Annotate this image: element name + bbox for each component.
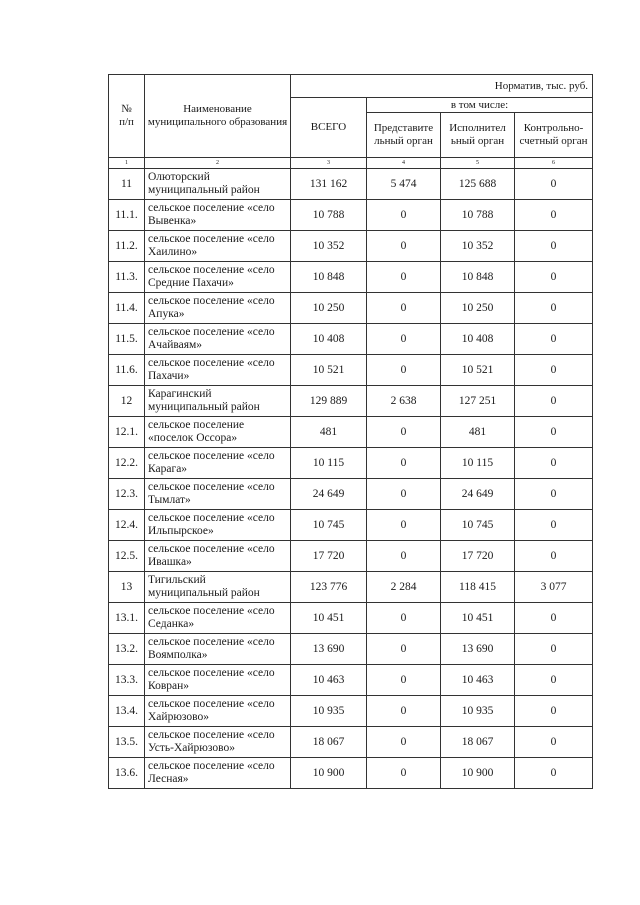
table-row <box>109 417 593 448</box>
column-numbers <box>109 158 593 169</box>
row-name: сельское поселение «село Вывенка» <box>145 200 291 231</box>
row-exec: 10 352 <box>441 231 515 262</box>
row-exec: 10 463 <box>441 665 515 696</box>
row-rep: 0 <box>367 727 441 758</box>
row-name: сельское поселение «село Хаилино» <box>145 231 291 262</box>
row-rep: 0 <box>367 324 441 355</box>
header-ctrl: Контрольно-счетный орган <box>515 113 593 158</box>
col-number: 3 <box>291 158 367 169</box>
row-ctrl: 0 <box>515 696 593 727</box>
row-name: сельское поселение «село Тымлат» <box>145 479 291 510</box>
row-exec: 10 935 <box>441 696 515 727</box>
row-code: 13.2. <box>109 634 145 665</box>
row-code: 12.2. <box>109 448 145 479</box>
norms-table <box>108 74 593 789</box>
row-code: 13.6. <box>109 758 145 789</box>
row-rep: 0 <box>367 665 441 696</box>
row-exec: 127 251 <box>441 386 515 417</box>
row-name: сельское поселение «село Лесная» <box>145 758 291 789</box>
row-code: 12.1. <box>109 417 145 448</box>
row-name: сельское поселение «село Усть-Хайрюзово» <box>145 727 291 758</box>
row-ctrl: 0 <box>515 665 593 696</box>
col-number: 6 <box>515 158 593 169</box>
row-code: 13.4. <box>109 696 145 727</box>
row-code: 11.5. <box>109 324 145 355</box>
row-ctrl: 0 <box>515 355 593 386</box>
row-total: 10 115 <box>291 448 367 479</box>
table-row <box>109 510 593 541</box>
row-total: 10 408 <box>291 324 367 355</box>
row-total: 10 935 <box>291 696 367 727</box>
row-code: 13.5. <box>109 727 145 758</box>
table-row <box>109 293 593 324</box>
row-name: сельское поселение «село Апука» <box>145 293 291 324</box>
row-ctrl: 0 <box>515 634 593 665</box>
table-row <box>109 696 593 727</box>
table-row <box>109 200 593 231</box>
row-rep: 0 <box>367 479 441 510</box>
row-rep: 0 <box>367 510 441 541</box>
row-rep: 0 <box>367 696 441 727</box>
row-exec: 24 649 <box>441 479 515 510</box>
row-total: 17 720 <box>291 541 367 572</box>
row-ctrl: 0 <box>515 603 593 634</box>
row-exec: 10 900 <box>441 758 515 789</box>
row-exec: 18 067 <box>441 727 515 758</box>
row-total: 123 776 <box>291 572 367 603</box>
row-code: 12.3. <box>109 479 145 510</box>
row-ctrl: 0 <box>515 293 593 324</box>
row-code: 11.3. <box>109 262 145 293</box>
row-name: сельское поселение «село Средние Пахачи» <box>145 262 291 293</box>
row-code: 12 <box>109 386 145 417</box>
col-number: 2 <box>145 158 291 169</box>
row-exec: 481 <box>441 417 515 448</box>
table-row <box>109 262 593 293</box>
row-total: 10 352 <box>291 231 367 262</box>
row-rep: 2 638 <box>367 386 441 417</box>
row-code: 13 <box>109 572 145 603</box>
header-including: в том числе: <box>367 98 593 113</box>
row-code: 11.6. <box>109 355 145 386</box>
table-row <box>109 541 593 572</box>
row-total: 10 900 <box>291 758 367 789</box>
row-exec: 10 848 <box>441 262 515 293</box>
table-row <box>109 603 593 634</box>
row-rep: 0 <box>367 603 441 634</box>
row-name: сельское поселение «село Ачайваям» <box>145 324 291 355</box>
row-code: 12.4. <box>109 510 145 541</box>
row-total: 10 745 <box>291 510 367 541</box>
table-row <box>109 665 593 696</box>
row-rep: 0 <box>367 417 441 448</box>
row-ctrl: 0 <box>515 200 593 231</box>
row-code: 13.1. <box>109 603 145 634</box>
row-ctrl: 0 <box>515 510 593 541</box>
row-code: 11.2. <box>109 231 145 262</box>
row-total: 10 521 <box>291 355 367 386</box>
row-total: 481 <box>291 417 367 448</box>
row-rep: 0 <box>367 200 441 231</box>
row-name: сельское поселение «село Пахачи» <box>145 355 291 386</box>
row-exec: 125 688 <box>441 169 515 200</box>
row-ctrl: 0 <box>515 324 593 355</box>
row-ctrl: 0 <box>515 231 593 262</box>
table-row <box>109 386 593 417</box>
row-rep: 0 <box>367 758 441 789</box>
col-number: 4 <box>367 158 441 169</box>
row-name: Тигильский муниципальный район <box>145 572 291 603</box>
row-name: сельское поселение «село Ковран» <box>145 665 291 696</box>
row-total: 10 463 <box>291 665 367 696</box>
row-rep: 0 <box>367 634 441 665</box>
row-rep: 0 <box>367 541 441 572</box>
header-name: Наименование муниципального образования <box>145 75 291 158</box>
row-name: сельское поселение «село Карага» <box>145 448 291 479</box>
row-total: 10 250 <box>291 293 367 324</box>
header-rep: Представите льный орган <box>367 113 441 158</box>
row-total: 18 067 <box>291 727 367 758</box>
row-total: 131 162 <box>291 169 367 200</box>
norms-table-wrap <box>108 74 592 789</box>
row-name: сельское поселение «село Седанка» <box>145 603 291 634</box>
row-code: 13.3. <box>109 665 145 696</box>
table-row <box>109 231 593 262</box>
row-rep: 0 <box>367 231 441 262</box>
header-num: № п/п <box>109 75 145 158</box>
row-total: 129 889 <box>291 386 367 417</box>
row-rep: 2 284 <box>367 572 441 603</box>
row-ctrl: 0 <box>515 262 593 293</box>
row-exec: 118 415 <box>441 572 515 603</box>
row-rep: 0 <box>367 448 441 479</box>
row-total: 24 649 <box>291 479 367 510</box>
table-body <box>109 169 593 789</box>
row-total: 10 451 <box>291 603 367 634</box>
row-code: 11.4. <box>109 293 145 324</box>
row-exec: 10 745 <box>441 510 515 541</box>
header-exec: Исполнител ьный орган <box>441 113 515 158</box>
row-name: сельское поселение «село Ильпырское» <box>145 510 291 541</box>
row-ctrl: 0 <box>515 417 593 448</box>
row-rep: 0 <box>367 355 441 386</box>
table-row <box>109 169 593 200</box>
row-ctrl: 0 <box>515 448 593 479</box>
row-rep: 0 <box>367 293 441 324</box>
row-exec: 10 408 <box>441 324 515 355</box>
row-code: 12.5. <box>109 541 145 572</box>
row-code: 11.1. <box>109 200 145 231</box>
header-total: ВСЕГО <box>291 98 367 158</box>
row-name: сельское поселение «село Воямполка» <box>145 634 291 665</box>
row-ctrl: 0 <box>515 479 593 510</box>
row-ctrl: 0 <box>515 727 593 758</box>
row-exec: 13 690 <box>441 634 515 665</box>
row-exec: 10 788 <box>441 200 515 231</box>
table-row <box>109 479 593 510</box>
table-row <box>109 758 593 789</box>
col-number: 1 <box>109 158 145 169</box>
row-name: сельское поселение «село Хайрюзово» <box>145 696 291 727</box>
row-total: 13 690 <box>291 634 367 665</box>
row-code: 11 <box>109 169 145 200</box>
row-name: сельское поселение «село Ивашка» <box>145 541 291 572</box>
row-name: Олюторский муниципальный район <box>145 169 291 200</box>
row-ctrl: 0 <box>515 169 593 200</box>
row-exec: 10 451 <box>441 603 515 634</box>
row-rep: 5 474 <box>367 169 441 200</box>
header-norm: Норматив, тыс. руб. <box>291 75 593 98</box>
table-row <box>109 324 593 355</box>
row-total: 10 848 <box>291 262 367 293</box>
table-row <box>109 448 593 479</box>
row-total: 10 788 <box>291 200 367 231</box>
row-ctrl: 0 <box>515 386 593 417</box>
row-name: Карагинский муниципальный район <box>145 386 291 417</box>
row-ctrl: 0 <box>515 758 593 789</box>
table-row <box>109 634 593 665</box>
table-header <box>109 75 593 169</box>
row-exec: 10 250 <box>441 293 515 324</box>
table-row <box>109 572 593 603</box>
row-exec: 10 115 <box>441 448 515 479</box>
row-ctrl: 3 077 <box>515 572 593 603</box>
row-rep: 0 <box>367 262 441 293</box>
row-exec: 17 720 <box>441 541 515 572</box>
col-number: 5 <box>441 158 515 169</box>
table-row <box>109 727 593 758</box>
table-row <box>109 355 593 386</box>
row-ctrl: 0 <box>515 541 593 572</box>
row-name: сельское поселение «поселок Оссора» <box>145 417 291 448</box>
row-exec: 10 521 <box>441 355 515 386</box>
